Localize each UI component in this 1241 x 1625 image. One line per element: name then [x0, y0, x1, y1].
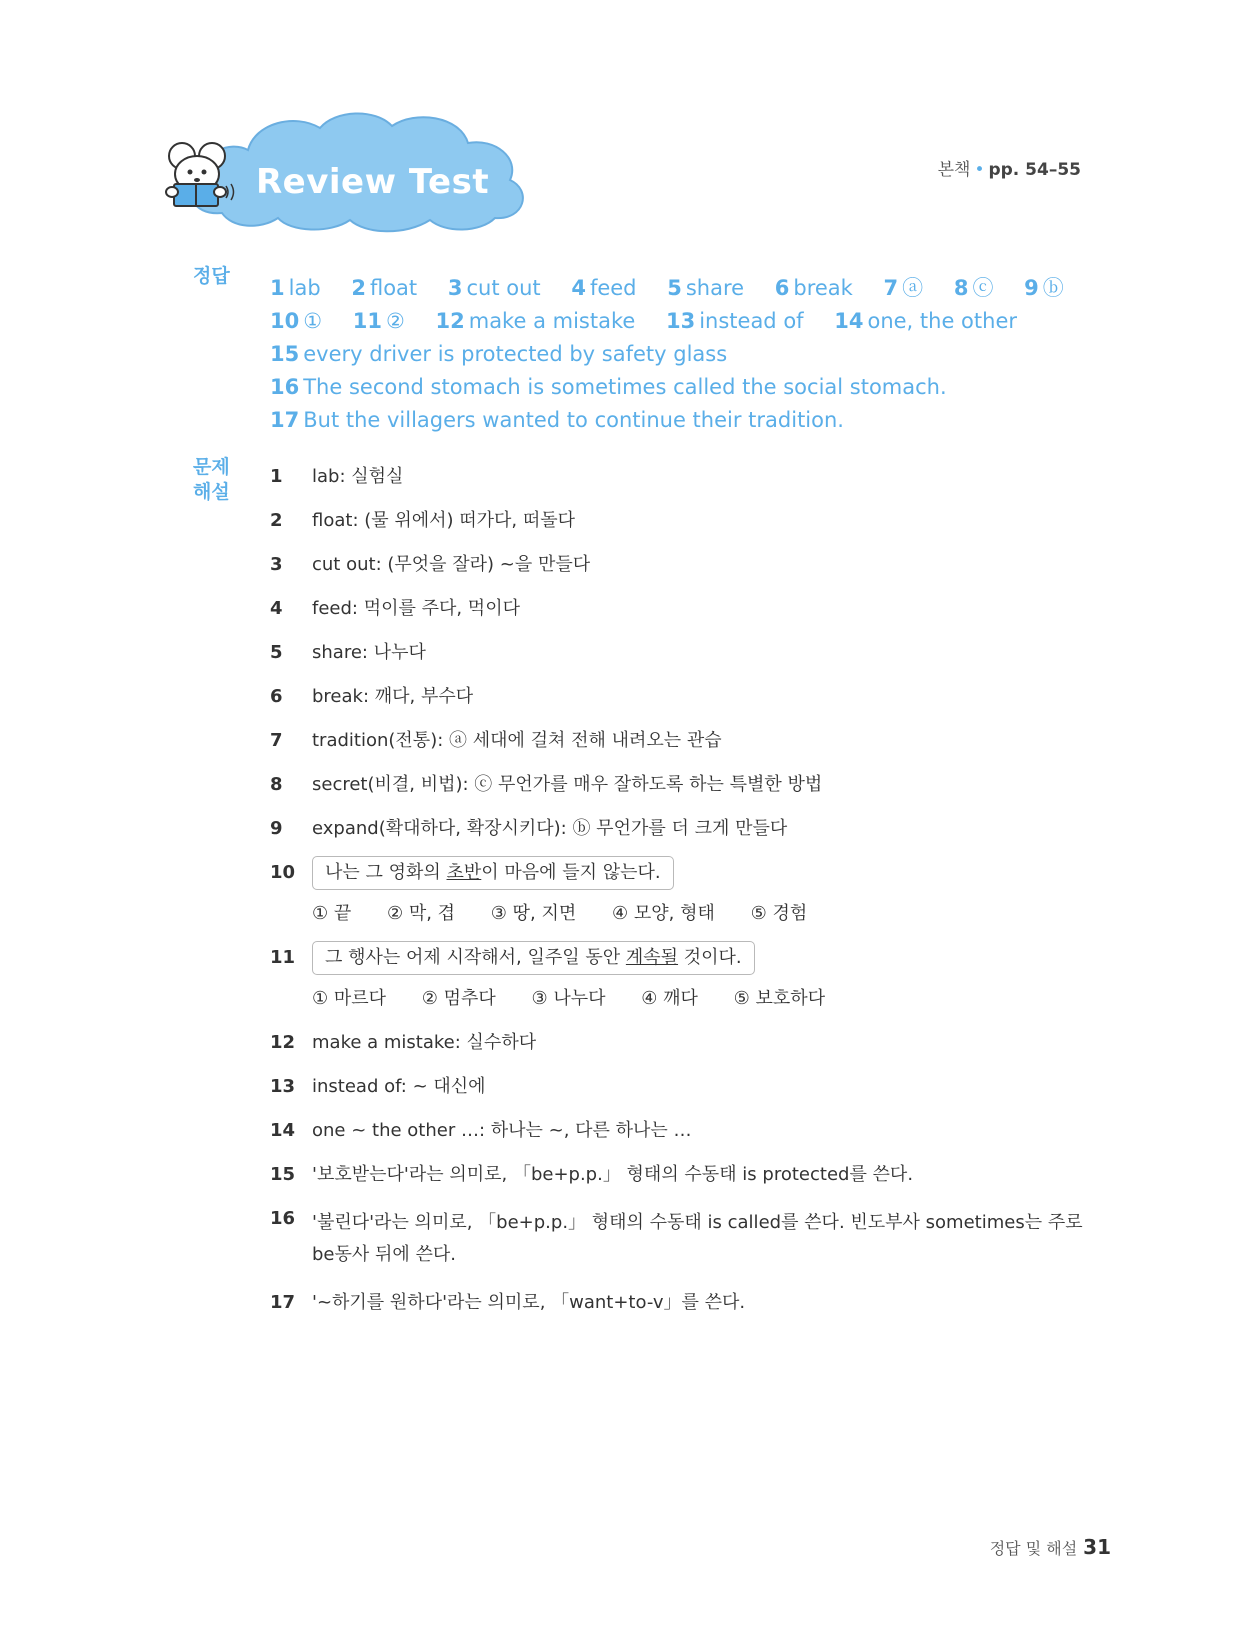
answers-line-4: [270, 371, 1130, 404]
page-number: 31: [1083, 1535, 1111, 1559]
answer-item: 15 every driver is protected by safety glass: [270, 342, 728, 366]
explanation-item: 16 '불린다'라는 의미로, 「be+p.p.」 형태의 수동태 is called를 쓴다. 빈도부사 sometimes는 주로 be동사 뒤에 쓴다.: [270, 1208, 1083, 1265]
explanation-item: 9 expand(확대하다, 확장시키다): ⓑ 무언가를 더 크게 만들다: [270, 818, 788, 839]
explanation-item: 12 make a mistake: 실수하다: [270, 1032, 537, 1053]
explanation-item: 7 tradition(전통): ⓐ 세대에 걸쳐 전해 내려오는 관습: [270, 730, 722, 751]
explanation-item: 4 feed: 먹이를 주다, 먹이다: [270, 598, 520, 619]
explanation-item: 2 float: (물 위에서) 떠가다, 떠돌다: [270, 510, 576, 531]
page-footer: 정답 및 해설 31: [989, 1535, 1111, 1559]
choice-list: ① 마르다 ② 멈추다 ③ 나누다 ④ 깨다 ⑤ 보호하다: [312, 988, 826, 1009]
explanation-item-q11: 11 그 행사는 어제 시작해서, 일주일 동안 계속될 것이다. ① 마르다 ② 멈추다 ③ 나누다 ④ 깨다 ⑤ 보호하다: [270, 946, 1100, 1011]
answer-item: 3 cut out: [447, 276, 541, 300]
sentence-box: 나는 그 영화의 초반이 마음에 들지 않는다.: [312, 856, 674, 890]
explanations-block: [270, 465, 1100, 1335]
sentence-box: 그 행사는 어제 시작해서, 일주일 동안 계속될 것이다.: [312, 941, 755, 975]
answer-item: 7 ⓐ: [883, 276, 924, 300]
answer-item: 16 The second stomach is sometimes called the social stomach.: [270, 375, 947, 399]
answer-item: 12 make a mistake: [435, 309, 636, 333]
review-test-header: [160, 108, 540, 238]
answer-item: 13 instead of: [665, 309, 804, 333]
explanation-item: 5 share: 나누다: [270, 642, 426, 663]
answers-line-1: [270, 272, 1130, 305]
explanation-item: 1 lab: 실험실: [270, 466, 404, 487]
explanation-item: 17 '~하기를 원하다'라는 의미로, 「want+to-v」를 쓴다.: [270, 1292, 746, 1313]
answers-label: 정답: [193, 265, 230, 287]
page-reference: 본책 • pp. 54–55: [937, 160, 1081, 180]
explanation-item-q10: 10 나는 그 영화의 초반이 마음에 들지 않는다. ① 끝 ② 막, 겹 ③ 땅, 지면 ④ 모양, 형태 ⑤ 경험: [270, 861, 1100, 926]
explanation-item: 6 break: 깨다, 부수다: [270, 686, 474, 707]
answer-item: 8 ⓒ: [953, 276, 994, 300]
explanation-item: 3 cut out: (무엇을 잘라) ~을 만들다: [270, 554, 591, 575]
answer-item: 10 ①: [270, 309, 323, 333]
answer-item: 5 share: [667, 276, 745, 300]
answers-line-3: [270, 338, 1130, 371]
explanation-item: 13 instead of: ~ 대신에: [270, 1076, 486, 1097]
answer-item: 6 break: [774, 276, 853, 300]
answer-item: 4 feed: [571, 276, 637, 300]
page-title: Review Test: [256, 162, 490, 202]
bullet-dot-icon: •: [974, 160, 985, 180]
answer-item: 1 lab: [270, 276, 321, 300]
answer-item: 17 But the villagers wanted to continue their tradition.: [270, 408, 844, 432]
explanation-item: 8 secret(비결, 비법): ⓒ 무언가를 매우 잘하도록 하는 특별한 방법: [270, 774, 823, 795]
answers-line-5: [270, 404, 1130, 437]
answers-block: [270, 272, 1130, 437]
answer-item: 2 float: [351, 276, 418, 300]
explanations-label: 문제 해설: [193, 456, 230, 503]
explanation-item: 15 '보호받는다'라는 의미로, 「be+p.p.」 형태의 수동태 is protected를 쓴다.: [270, 1164, 914, 1185]
answers-line-2: [270, 305, 1130, 338]
explanation-item: 14 one ~ the other …: 하나는 ~, 다른 하나는 …: [270, 1120, 692, 1141]
choice-list: ① 끝 ② 막, 겹 ③ 땅, 지면 ④ 모양, 형태 ⑤ 경험: [312, 903, 808, 924]
answer-item: 9 ⓑ: [1024, 276, 1064, 300]
answer-item: 14 one, the other: [834, 309, 1017, 333]
answer-item: 11 ②: [352, 309, 405, 333]
